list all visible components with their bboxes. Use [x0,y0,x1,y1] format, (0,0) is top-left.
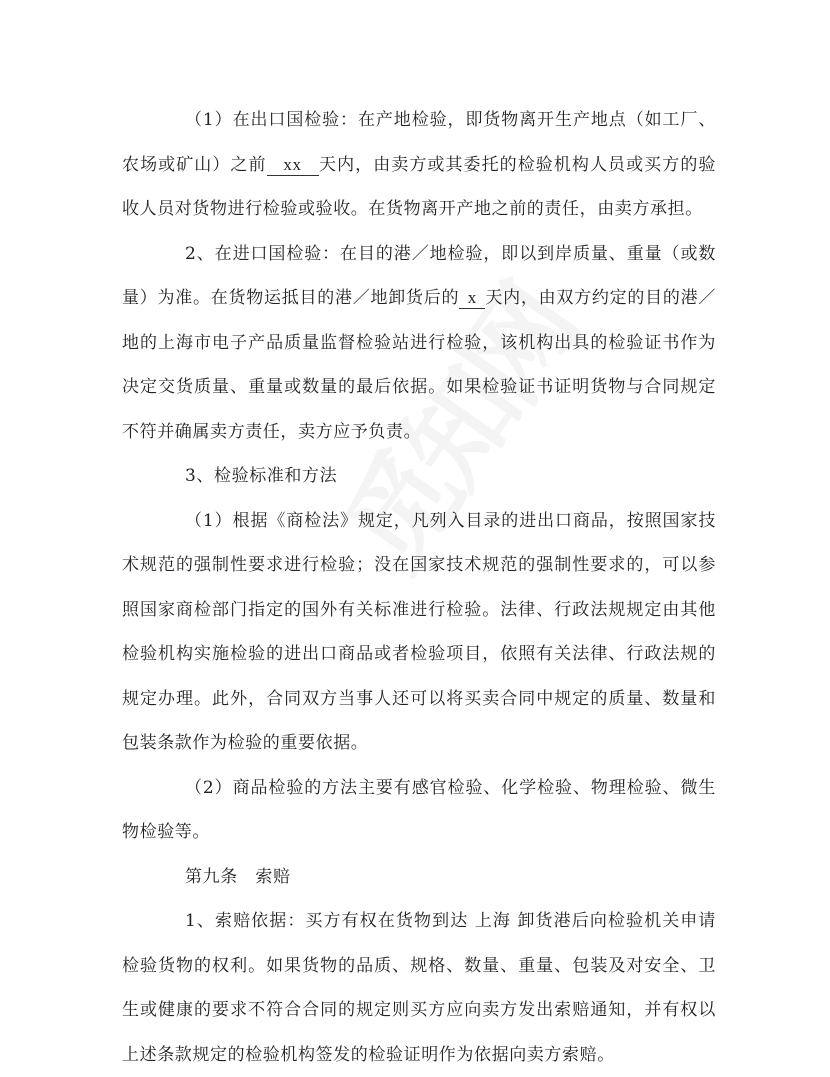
paragraph-text: 天内，由卖方或其委托的检验机构人员或买方的验收人员对货物进行检验或验收。在货物离开产地之前的责任，由卖方承担。 [122,154,716,219]
paragraph-claim-basis [122,899,716,1077]
paragraph-text: （1）在出口国检验：在产地检验，即货物离开生产地点（如工厂、农场或矿山）之前 [122,110,716,175]
document-page [122,98,716,1077]
paragraph-inspection-methods [122,766,716,855]
paragraph-text: 天内，由双方约定的目的港／地的上海市电子产品质量监督检验站进行检验，该机构出具的检验证书作为决定交货质量、重量或数量的最后依据。如果检验证书证明货物与合同规定不符并确属卖方责任，卖方应予负责。 [122,288,716,442]
paragraph-import-inspection [122,232,716,455]
article-heading-claims [122,855,716,900]
heading-text: 3、检验标准和方法 [185,466,338,486]
paragraph-export-inspection [122,98,716,232]
fill-in-blank-days: x [459,288,485,309]
paragraph-inspection-law [122,499,716,766]
paragraph-text: （2）商品检验的方法主要有感官检验、化学检验、物理检验、微生物检验等。 [122,777,716,842]
paragraph-text: （1）根据《商检法》规定，凡列入目录的进出口商品，按照国家技术规范的强制性要求进行检验；没在国家技术规范的强制性要求的，可以参照国家商检部门指定的国外有关标准进行检验。法律、行政法规规定由其他检验机构实施检验的进出口商品或者检验项目，依照有关法律、行政法规的规定办理。此外，合同双方当事人还可以将买卖合同中规定的质量、数量和包装条款作为检验的重要依据。 [122,510,716,753]
paragraph-text: 2、在进口国检验：在目的港／地检验，即以到岸质量、重量（或数量）为准。在货物运抵目的港／地卸货后的 [122,243,716,308]
fill-in-blank-days: xx [267,155,319,176]
paragraph-text: 1、索赔依据：买方有权在货物到达 上海 卸货港后向检验机关申请检验货物的权利。如果货物的品质、规格、数量、重量、包装及对安全、卫生或健康的要求不符合合同的规定则买方应向卖方发出索赔通知，并有权以上述条款规定的检验机构签发的检验证明作为依据向卖方索赔。 [122,911,716,1065]
heading-text: 第九条 索赔 [185,866,291,887]
section-heading-inspection-standards [122,454,716,499]
